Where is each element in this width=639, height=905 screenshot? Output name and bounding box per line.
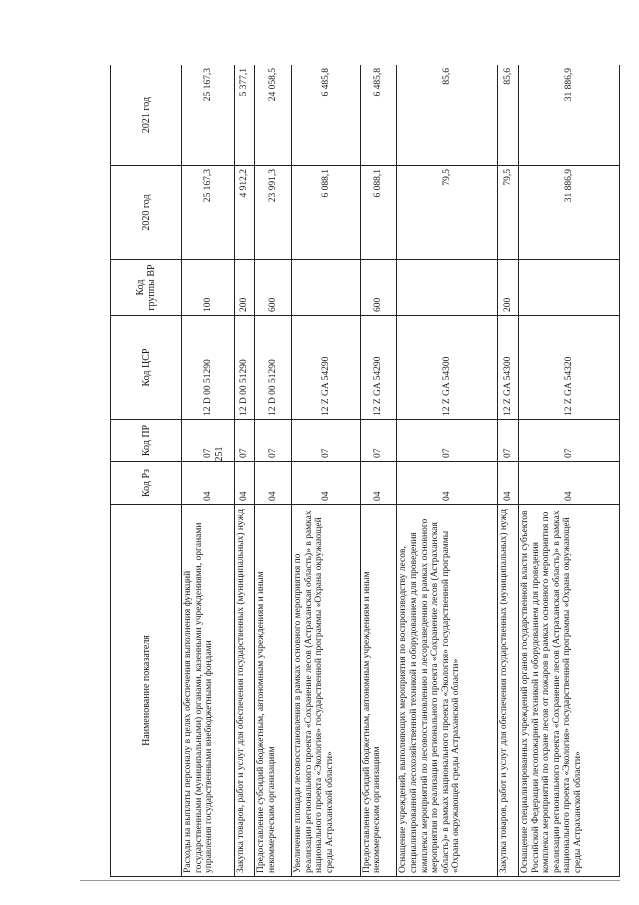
table-row	[292, 65, 361, 877]
row-pr: 07	[234, 420, 255, 462]
row-vr: 200	[234, 260, 255, 316]
row-name: Расходы на выплаты персоналу в целях обеспечения выполнения функций государственными (муниципальными) органами, казенными учреждениями, органами управления государственными внебюджетными фондами	[182, 505, 235, 877]
table-header	[111, 65, 182, 877]
row-name: Предоставление субсидий бюджетным, автономным учреждениям и иным некоммерческим организациям	[255, 505, 292, 877]
row-2021: 24 058,5	[255, 65, 292, 166]
row-2020: 79,5	[397, 166, 498, 260]
table-body	[182, 65, 620, 877]
row-2021: 6 485,8	[360, 65, 397, 166]
table-row	[498, 65, 519, 877]
row-vr: 200	[498, 260, 519, 316]
row-pr: 07	[292, 420, 361, 462]
page-number: 251	[214, 446, 225, 462]
row-name: Оснащение специализированных учреждений органов государственной власти субъектов Российской Федерации лесопожарной техникой и оборудованием для проведения комплекса мероприятий по охране лесов от пожаров в рамках основного мероприятия по реализации регионального проекта «Сохранение лесов (Астраханская область)» в рамках национального проекта «Экология» государственной программы «Охрана окружающей среды Астраханской области»	[519, 505, 620, 877]
row-2021: 31 886,9	[519, 65, 620, 166]
row-rz: 04	[519, 462, 620, 505]
table-row	[360, 65, 397, 877]
budget-table-rotated	[110, 65, 620, 877]
row-rz: 04	[498, 462, 519, 505]
row-pr: 07	[360, 420, 397, 462]
row-2021: 6 485,8	[292, 65, 361, 166]
table-row	[255, 65, 292, 877]
row-rz: 04	[360, 462, 397, 505]
row-rz: 04	[397, 462, 498, 505]
row-csr: 12 Z GA 54290	[360, 316, 397, 420]
row-pr: 07	[255, 420, 292, 462]
row-name: Увеличение площади лесовосстановления в рамках основного мероприятия по реализации регионального проекта «Сохранение лесов (Астраханская область)» в рамках национального проекта «Экология» государственной программы «Охрана окружающей среды Астраханской области»	[292, 505, 361, 877]
row-2020: 23 991,3	[255, 166, 292, 260]
row-pr: 07	[397, 420, 498, 462]
row-pr: 07	[498, 420, 519, 462]
row-2020: 4 912,2	[234, 166, 255, 260]
row-name: Закупка товаров, работ и услуг для обеспечения государственных (муниципальных) нужд	[234, 505, 255, 877]
row-csr: 12 D 00 51290	[234, 316, 255, 420]
row-rz: 04	[182, 462, 235, 505]
row-csr: 12 Z GA 54290	[292, 316, 361, 420]
header-vr: Код группы ВР	[111, 260, 182, 316]
row-vr: 600	[255, 260, 292, 316]
row-2020: 6 088,1	[292, 166, 361, 260]
row-name: Оснащение учреждений, выполняющих мероприятия по воспроизводству лесов, специализированной лесохозяйственной техникой и оборудованием для проведения комплекса мероприятий по лесовосстановлению и лесоразведению в рамках основного мероприятия по реализации регионального проекта «Сохранение лесов (Астраханская область)» в рамках национального проекта «Экология» государственной программы «Охрана окружающей среды Астраханской области»	[397, 505, 498, 877]
row-name: Закупка товаров, работ и услуг для обеспечения государственных (муниципальных) нужд	[498, 505, 519, 877]
header-pr: Код ПР	[111, 420, 182, 462]
row-vr	[397, 260, 498, 316]
row-csr: 12 D 00 51290	[182, 316, 235, 420]
table-row	[519, 65, 620, 877]
row-2020: 79,5	[498, 166, 519, 260]
header-2020: 2020 год	[111, 166, 182, 260]
table-row	[234, 65, 255, 877]
row-2021: 25 167,3	[182, 65, 235, 166]
row-rz: 04	[255, 462, 292, 505]
row-csr: 12 D 00 51290	[255, 316, 292, 420]
budget-table-frame	[110, 65, 620, 877]
row-2020: 6 088,1	[360, 166, 397, 260]
header-row	[111, 65, 182, 877]
row-name: Предоставление субсидий бюджетным, автономным учреждениям и иным некоммерческим организациям	[360, 505, 397, 877]
scan-edge-line	[80, 880, 620, 881]
row-rz: 04	[292, 462, 361, 505]
header-2021: 2021 год	[111, 65, 182, 166]
row-csr: 12 Z GA 54300	[498, 316, 519, 420]
row-vr: 100	[182, 260, 235, 316]
row-2021: 85,6	[498, 65, 519, 166]
row-vr: 600	[360, 260, 397, 316]
table-row	[182, 65, 235, 877]
row-pr: 07	[519, 420, 620, 462]
row-vr	[519, 260, 620, 316]
table-row	[397, 65, 498, 877]
row-2020: 25 167,3	[182, 166, 235, 260]
row-pr: 07	[182, 420, 235, 462]
row-2020: 31 886,9	[519, 166, 620, 260]
header-name: Наименование показателя	[111, 505, 182, 877]
header-rz: Код Рз	[111, 462, 182, 505]
row-csr: 12 Z GA 54320	[519, 316, 620, 420]
header-csr: Код ЦСР	[111, 316, 182, 420]
row-2021: 5 377,1	[234, 65, 255, 166]
row-2021: 85,6	[397, 65, 498, 166]
row-csr: 12 Z GA 54300	[397, 316, 498, 420]
budget-table	[110, 65, 620, 877]
row-rz: 04	[234, 462, 255, 505]
row-vr	[292, 260, 361, 316]
